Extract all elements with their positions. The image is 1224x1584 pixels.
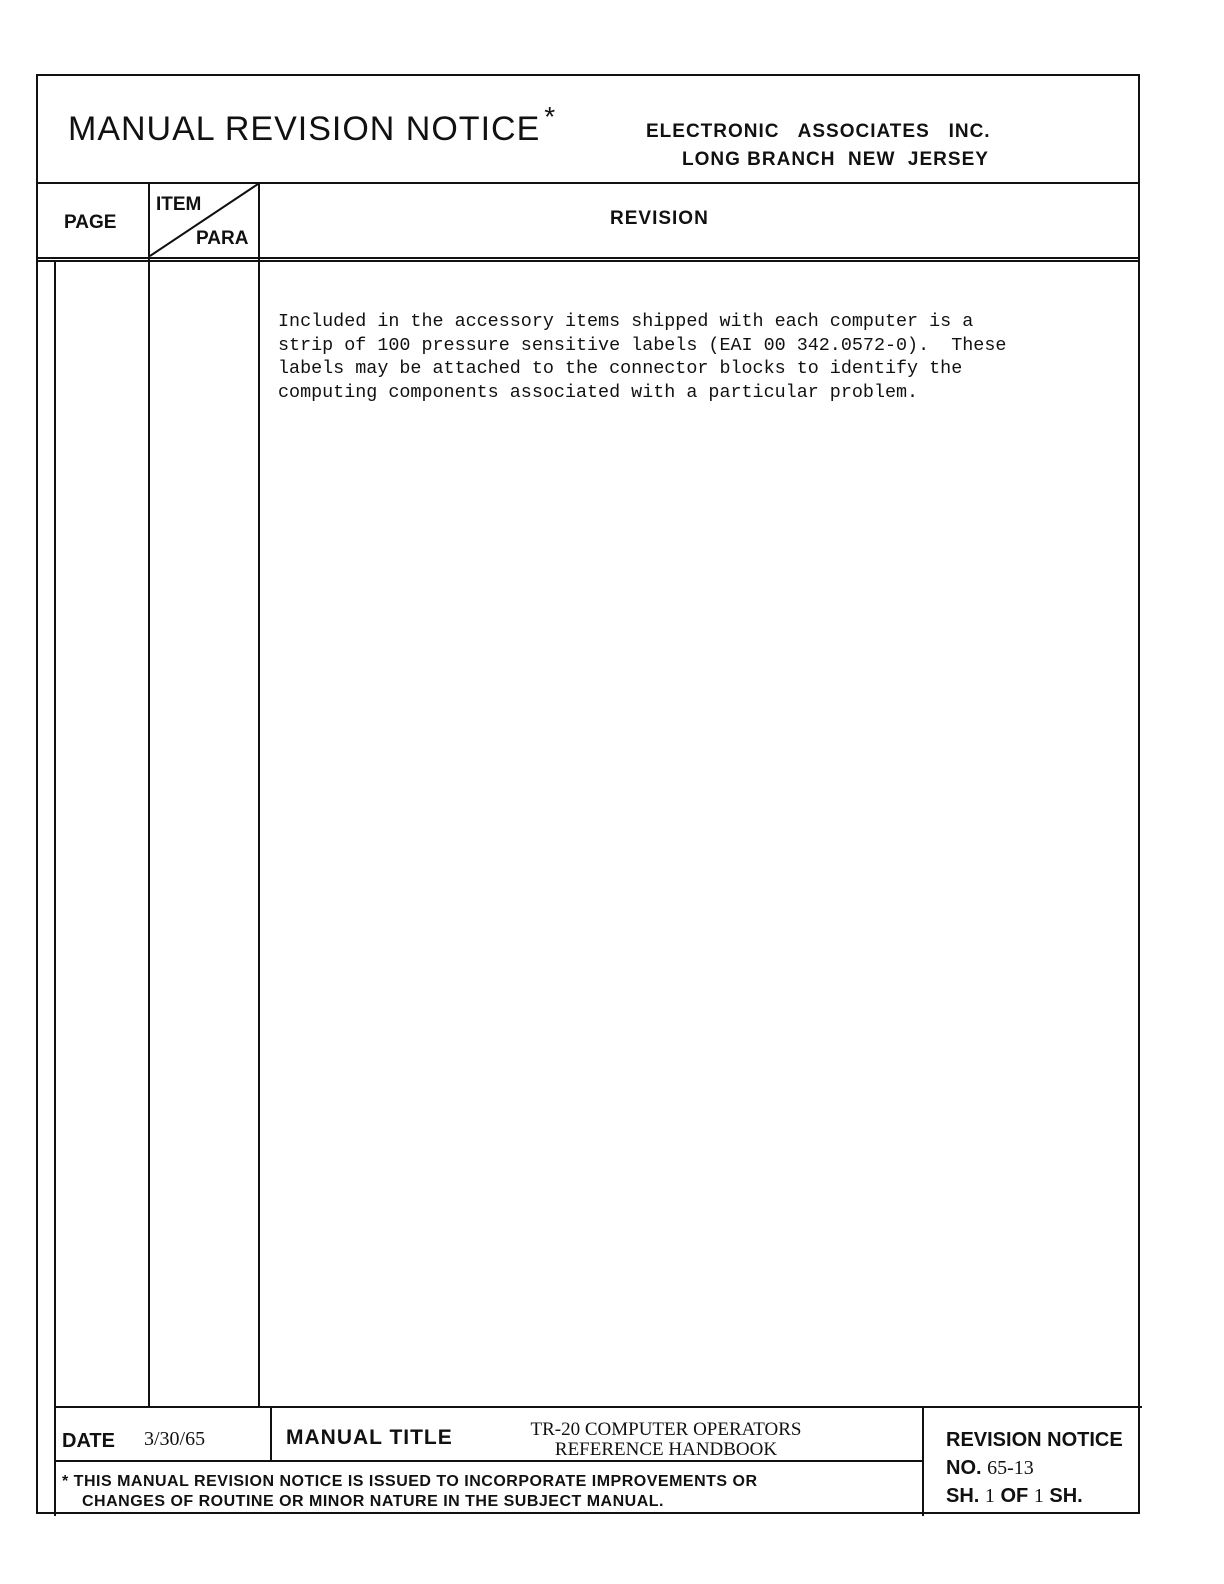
form-title [68,101,557,149]
sh-suffix: SH. [1049,1485,1083,1507]
company-location: LONG BRANCH NEW JERSEY [682,149,989,170]
divider-item-revision [258,184,260,1406]
no-label: NO. [946,1457,982,1479]
form-title-text: MANUAL REVISION NOTICE [68,110,541,148]
manual-title-line2: REFERENCE HANDBOOK [554,1439,778,1456]
footer-note-line2: CHANGES OF ROUTINE OR MINOR NATURE IN THE SUBJECT MANUAL. [82,1493,664,1510]
column-header-page: PAGE [64,212,117,233]
sh-label: SH. [946,1485,980,1507]
column-header-revision: REVISION [610,208,709,229]
form-header [38,76,1138,184]
of-label: OF [1000,1485,1029,1507]
revision-notice-number [946,1454,1123,1482]
footer-mid-rule [56,1460,922,1462]
manual-title-value [516,1420,816,1456]
footer-note-line1: * THIS MANUAL REVISION NOTICE IS ISSUED TO INCORPORATE IMPROVEMENTS OR [62,1473,758,1490]
form-footer [56,1406,1142,1514]
sh-value: 1 [984,1485,995,1507]
left-inner-rule [54,262,56,1516]
column-header-para: PARA [196,228,249,249]
revision-notice-block [946,1426,1123,1510]
sheet-count [946,1482,1123,1510]
footer-divider-date [270,1408,272,1460]
column-header-item: ITEM [156,194,202,215]
of-value: 1 [1033,1485,1044,1507]
manual-title-line1: TR-20 COMPUTER OPERATORS [530,1420,802,1440]
title-asterisk: * [544,101,557,132]
footer-divider-notice [922,1408,924,1516]
company-name: ELECTRONIC ASSOCIATES INC. [646,121,991,142]
date-value: 3/30/65 [144,1428,206,1450]
manual-title-label: MANUAL TITLE [286,1426,453,1449]
company-block [646,118,991,174]
revision-notice-label: REVISION NOTICE [946,1429,1123,1451]
revision-text: Included in the accessory items shipped with each computer is a strip of 100 pressure sensitive labels (EAI 00 342.0572-0). These labels may be attached to the connector blocks to identify the computing components associated with a particular problem. [278,311,1007,403]
no-value: 65-13 [987,1457,1034,1479]
date-label: DATE [62,1430,115,1452]
revision-notice-form [36,74,1140,1514]
divider-page-item [148,184,150,1406]
footer-note [62,1472,912,1512]
column-headers [38,184,1138,262]
